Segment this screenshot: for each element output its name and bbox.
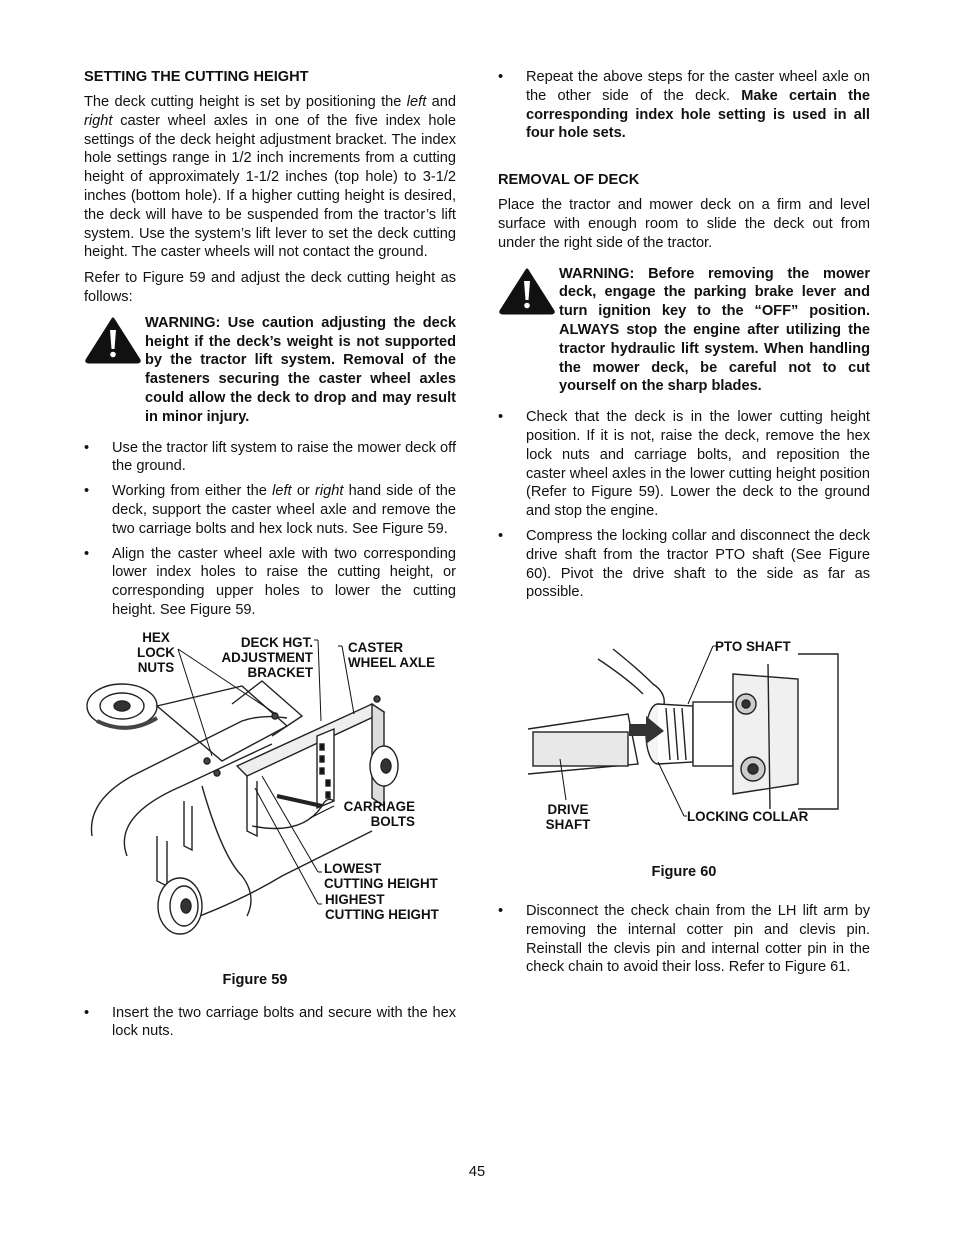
list-item: • Compress the locking collar and disconnect the deck drive shaft from the tractor PTO shaft (See Figure 60). Pivot the drive shaft to the side as far as possible.	[498, 527, 870, 601]
label-caster-wheel-axle: CASTER WHEEL AXLE	[348, 639, 436, 670]
steps-list-left	[84, 439, 456, 620]
bullet: •	[84, 483, 90, 500]
bullet: •	[498, 409, 504, 426]
label-lowest-cutting-height: LOWEST CUTTING HEIGHT	[324, 860, 438, 891]
warning-text: WARNING: Use caution adjusting the deck height if the deck’s weight is not supported by the tractor lift system. Removal of the fasteners securing the caster wheel axles could allow the deck to drop and may result in minor injury.	[145, 314, 456, 425]
left-column	[84, 68, 456, 1047]
warning-triangle-icon	[498, 265, 559, 397]
figure-60	[498, 634, 870, 859]
list-item: • Working from either the left or right hand side of the deck, support the caster wheel axle and remove the two carriage bolts and hex lock nuts. See Figure 59.	[84, 483, 456, 537]
label-drive-shaft: DRIVE SHAFT	[545, 802, 591, 833]
label-locking-collar: LOCKING COLLAR	[687, 809, 809, 825]
bullet: •	[84, 439, 90, 456]
bullet: •	[84, 1004, 90, 1021]
label-highest-cutting-height: HIGHEST CUTTING HEIGHT	[325, 891, 439, 922]
page-number: 45	[468, 1164, 486, 1180]
paragraph-refer-figure-59: Refer to Figure 59 and adjust the deck cutting height as follows:	[84, 270, 456, 305]
steps-list-right-2	[498, 408, 870, 602]
warning-triangle-icon	[84, 314, 145, 427]
warning-block-removal	[498, 265, 870, 397]
steps-list-right-3	[498, 902, 870, 977]
right-column	[498, 68, 870, 983]
label-deck-height-bracket: DECK HGT. ADJUSTMENT BRACKET	[221, 634, 313, 680]
steps-list-right-1	[498, 68, 870, 143]
section-heading-cutting-height: SETTING THE CUTTING HEIGHT	[84, 69, 309, 85]
label-carriage-bolts: CARRIAGE BOLTS	[343, 798, 415, 829]
section-heading-removal-of-deck: REMOVAL OF DECK	[498, 172, 640, 189]
steps-list-left-2	[84, 1004, 456, 1042]
warning-block-deck-height	[84, 314, 456, 427]
list-item: • Repeat the above steps for the caster wheel axle on the other side of the deck. Make certain the corresponding index hole setting is used in all four hole sets.	[498, 69, 870, 142]
bullet: •	[498, 69, 504, 85]
bullet: •	[498, 527, 504, 544]
bullet: •	[498, 902, 504, 919]
warning-text: WARNING: Before removing the mower deck, engage the parking brake lever and turn ignition key to the “OFF” position. ALWAYS stop the engine after utilizing the tractor hydraulic lift system. When handling the mower deck, be careful not to cut yourself on the sharp blades.	[559, 265, 870, 395]
list-item: • Insert the two carriage bolts and secure with the hex lock nuts.	[84, 1004, 456, 1040]
list-item: • Align the caster wheel axle with two corresponding lower index holes to raise the cutting height, or corresponding upper holes to lower the cutting height. See Figure 59.	[84, 545, 456, 618]
label-hex-lock-nuts: HEX LOCK NUTS	[137, 629, 175, 675]
list-item: • Use the tractor lift system to raise the mower deck off the ground.	[84, 439, 456, 475]
figure-60-caption: Figure 60	[651, 864, 717, 881]
label-pto-shaft: PTO SHAFT	[715, 639, 791, 655]
figure-59-caption: Figure 59	[222, 971, 288, 988]
paragraph-cutting-height-intro: The deck cutting height is set by positioning the left and right caster wheel axles in one of the five index hole settings of the deck height adjustment bracket. The index hole settings range in 1/2 inch increments from a cutting height of approximately 1-1/2 inches (top hole) to 3-1/2 inches (bottom hole). If a higher cutting height is desired, the deck will have to be suspended from the tractor’s lift system. Use the system’s lift lever to set the deck cutting height. The caster wheels will not contact the ground.	[84, 94, 456, 261]
figure-59	[84, 626, 456, 971]
paragraph-removal-intro: Place the tractor and mower deck on a firm and level surface with enough room to slide the deck out from under the right side of the tractor.	[498, 197, 870, 251]
list-item: • Check that the deck is in the lower cutting height position. If it is not, raise the deck, remove the hex lock nuts and carriage bolts, and reposition the caster wheel axles in the lower cutting height position (Refer to Figure 59). Lower the deck to the ground and stop the engine.	[498, 409, 870, 520]
list-item: • Disconnect the check chain from the LH lift arm by removing the internal cotter pin and clevis pin. Reinstall the clevis pin and internal cotter pin in the check chain to avoid their loss. Refer to Figure 61.	[498, 902, 870, 976]
bullet: •	[84, 545, 90, 562]
